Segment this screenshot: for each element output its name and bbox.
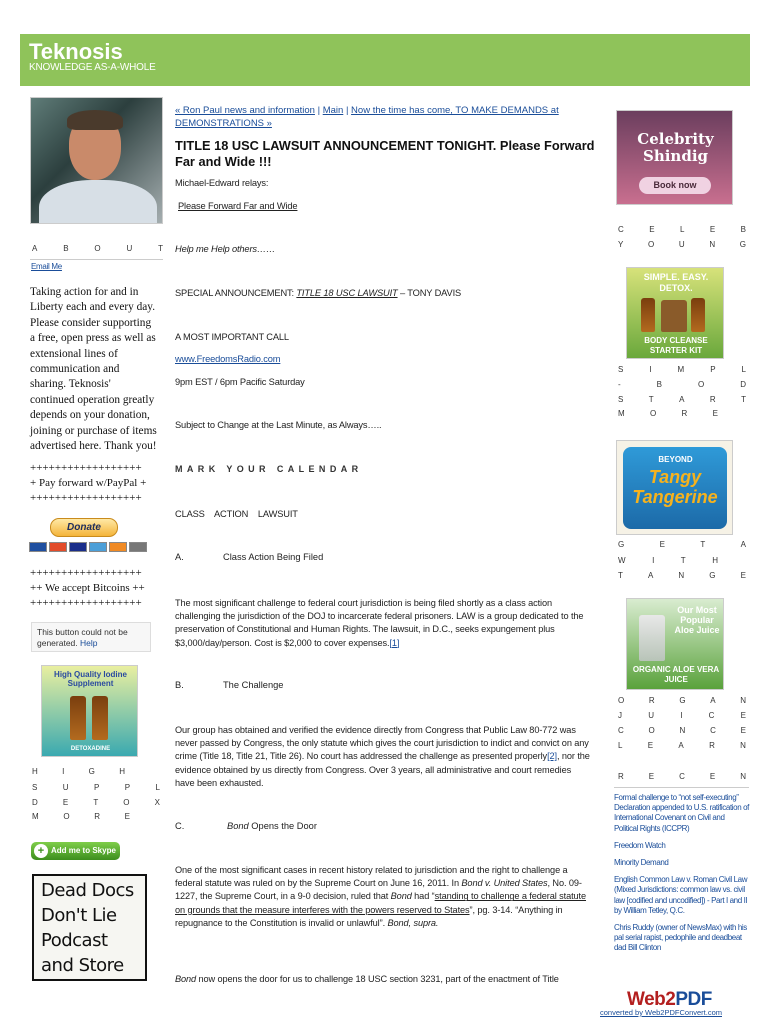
plus-divider: ++++++++++++++++++ xyxy=(30,567,142,579)
skype-help-link[interactable]: Help xyxy=(80,638,98,648)
section-title-text: Opens the Door xyxy=(248,821,317,831)
caption-letter: I xyxy=(652,556,655,565)
nav-separator: | xyxy=(345,105,349,116)
iodine-caption-row-1 xyxy=(32,767,125,776)
caption-letter: L xyxy=(679,225,685,234)
section-number: B. xyxy=(175,680,184,690)
caption-letter: E xyxy=(649,225,655,234)
iodine-caption-row-4 xyxy=(32,812,130,821)
special-suffix: – TONY DAVIS xyxy=(397,288,462,298)
quoted-holding: standing to challenge a federal statute on grounds that the measure interferes with the powers reserved to States xyxy=(175,891,587,915)
tangy-tangerine-ad[interactable] xyxy=(616,440,733,535)
ad3-caption-row-1 xyxy=(618,540,746,549)
subject-line: Subject to Change at the Last Minute, as Always….. xyxy=(175,420,382,430)
caption-letter: O xyxy=(648,726,655,735)
caption-letter: M xyxy=(618,409,625,418)
ad4-caption-row-4 xyxy=(618,741,746,750)
recent-post-link[interactable]: Formal challenge to “not self-executing” Declaration appended to U.S. ratification of International Covenant on Civil and Political Rights (ICCPR) xyxy=(614,793,749,833)
caption-letter: W xyxy=(618,556,626,565)
caption-letter: E xyxy=(740,726,746,735)
ad-headline: DETOX. xyxy=(659,283,693,293)
caption-letter: - xyxy=(618,380,621,389)
plus-icon: + xyxy=(34,844,48,858)
ad-caption: BODY CLEANSE STARTER KIT xyxy=(644,336,708,355)
caption-letter: E xyxy=(62,798,69,807)
maestro-icon xyxy=(49,542,67,552)
caption-letter: I xyxy=(680,711,683,720)
caption-letter: L xyxy=(741,365,746,374)
recent-posts-heading xyxy=(618,772,746,781)
forward-link[interactable] xyxy=(178,200,297,213)
bottle-icon xyxy=(641,298,655,332)
celebrity-shindig-ad[interactable] xyxy=(616,110,733,205)
caption-letter: L xyxy=(618,741,623,750)
plus-divider: ++++++++++++++++++ xyxy=(30,597,142,609)
ad3-caption-row-3 xyxy=(618,571,746,580)
paragraph-text: One of the most significant cases in recent history related to jurisdiction and the right to challenge a federal statute was ruled on by the Supreme Court on June 16, 2011. In xyxy=(175,865,568,889)
caption-letter: N xyxy=(740,772,746,781)
bottle-icon xyxy=(691,298,705,332)
ad-caption: ORGANIC ALOE VERA JUICE xyxy=(632,665,720,684)
caption-letter: J xyxy=(618,711,622,720)
caption-letter: T xyxy=(93,798,99,807)
caption-letter: H xyxy=(712,556,718,565)
caption-letter: C xyxy=(710,726,716,735)
caption-letter: G xyxy=(679,696,686,705)
caption-letter: C xyxy=(618,726,624,735)
section-title: Class Action Being Filed xyxy=(223,552,324,562)
caption-letter: E xyxy=(709,772,716,781)
paragraph-text: , No. 09-1227, the Supreme Court, in a 9-0 decision, ruled that xyxy=(175,878,582,902)
calendar-heading: MARK YOUR CALENDAR xyxy=(175,464,363,474)
ad-headline: SIMPLE. EASY. xyxy=(643,272,709,282)
ad2-caption-row-3 xyxy=(618,395,746,404)
lawsuit-link[interactable]: TITLE 18 USC LAWSUIT xyxy=(296,288,398,298)
ad-product-name: Tangy Tangerine xyxy=(632,467,718,507)
caption-letter: A xyxy=(32,244,38,253)
section-title xyxy=(227,821,317,831)
caption-letter: B xyxy=(63,244,69,253)
caption-letter: C xyxy=(679,772,685,781)
paragraph-text: had “ xyxy=(411,891,435,902)
section-a-heading xyxy=(175,552,475,566)
section-d-paragraph xyxy=(175,973,593,986)
about-heading xyxy=(32,244,163,253)
caption-letter: E xyxy=(648,772,655,781)
caption-letter: R xyxy=(94,812,100,821)
caption-letter: E xyxy=(647,741,654,750)
caption-letter: O xyxy=(697,380,705,389)
iodine-caption-row-2 xyxy=(32,783,160,792)
caption-letter: R xyxy=(681,409,688,418)
special-announcement xyxy=(175,287,461,300)
recent-post-link[interactable]: English Common Law v. Roman Civil Law (Mixed Jurisdictions: common law vs. civil law [codified and uncodified]) - Part I and II by William Tetley, Q.C. xyxy=(614,875,748,915)
caption-letter: N xyxy=(740,696,746,705)
caption-letter: T xyxy=(700,540,706,549)
help-line: Help me Help others…… xyxy=(175,244,276,254)
case-name: Bond v. United States xyxy=(461,878,548,889)
caption-letter: O xyxy=(94,244,101,253)
class-action-heading: CLASS ACTION LAWSUIT xyxy=(175,509,298,519)
caption-letter: E xyxy=(124,812,130,821)
logo-part: PDF xyxy=(675,989,712,1010)
ad1-caption-row-2 xyxy=(618,240,746,249)
recent-post-link[interactable]: Minority Demand xyxy=(614,858,669,868)
caption-letter: U xyxy=(62,783,69,792)
caption-letter: O xyxy=(648,240,655,249)
caption-letter: H xyxy=(32,767,38,776)
logo-part: Web2 xyxy=(627,989,676,1010)
post-title: TITLE 18 USC LAWSUIT ANNOUNCEMENT TONIGHT. Please Forward Far and Wide !!! xyxy=(175,138,595,169)
bottle-icon xyxy=(92,696,108,740)
caption-letter: N xyxy=(678,571,685,580)
caption-letter: T xyxy=(680,556,686,565)
caption-letter: X xyxy=(154,798,160,807)
caption-letter: O xyxy=(649,409,657,418)
caption-letter: P xyxy=(93,783,100,792)
caption-letter: G xyxy=(618,540,625,549)
caption-letter: S xyxy=(618,395,624,404)
mastercard-icon xyxy=(29,542,47,552)
caption-letter: A xyxy=(740,540,746,549)
paypal-donate-button[interactable]: Donate xyxy=(50,518,118,537)
caption-letter: U xyxy=(678,240,685,249)
body-cleanse-ad[interactable] xyxy=(626,267,724,359)
caption-letter: R xyxy=(648,696,655,705)
caption-letter: T xyxy=(648,395,654,404)
caption-letter: D xyxy=(32,798,38,807)
caption-letter: N xyxy=(679,726,686,735)
paragraph-text: now opens the door for us to challenge 18 USC section 3231, part of the enactment of Title xyxy=(196,974,559,984)
caption-letter: R xyxy=(709,395,716,404)
ad4-caption-row-3 xyxy=(618,726,746,735)
author-photo xyxy=(30,97,163,224)
caption-letter: S xyxy=(618,365,624,374)
case-name: Bond xyxy=(390,891,412,902)
time-line: 9pm EST / 6pm Pacific Saturday xyxy=(175,377,305,387)
caption-letter: M xyxy=(677,365,685,374)
caption-letter: T xyxy=(618,571,623,580)
caption-letter: I xyxy=(62,767,65,776)
add-to-skype-button[interactable] xyxy=(31,842,120,860)
caption-letter: E xyxy=(740,711,746,720)
ad4-caption-row-2 xyxy=(618,711,746,720)
next-post-link[interactable]: Now the time has come, TO MAKE DEMANDS at DEMONSTRATIONS » xyxy=(175,105,559,129)
plus-divider: ++++++++++++++++++ xyxy=(30,462,142,474)
recent-post-link[interactable]: Freedom Watch xyxy=(614,840,666,850)
bank-icon xyxy=(129,542,147,552)
bottle-icon xyxy=(639,615,665,661)
section-c-heading xyxy=(175,821,475,835)
ad2-caption-row-2 xyxy=(618,380,746,389)
pay-forward-label: + Pay forward w/PayPal + xyxy=(30,477,147,489)
iodine-caption-row-3 xyxy=(32,798,160,807)
section-title: The Challenge xyxy=(223,680,284,690)
caption-letter: O xyxy=(123,798,130,807)
caption-letter: S xyxy=(32,783,38,792)
caption-letter: R xyxy=(709,741,715,750)
visa-icon xyxy=(69,542,87,552)
bottle-icon xyxy=(70,696,86,740)
site-header xyxy=(20,34,750,86)
ad2-caption-row-4 xyxy=(618,409,718,418)
freedoms-radio-link[interactable]: www.FreedomsRadio.com xyxy=(175,354,281,364)
caption-letter: A xyxy=(679,395,685,404)
iodine-supplement-ad[interactable] xyxy=(41,665,138,757)
caption-letter: E xyxy=(740,571,746,580)
relays-line: Michael-Edward relays: xyxy=(175,178,269,188)
ad-headline: Our Most Popular Aloe Juice xyxy=(674,605,720,635)
caption-letter: Y xyxy=(618,240,624,249)
recent-post-link[interactable]: Chris Ruddy (owner of NewsMax) with his pal serial rapist, pedophile and deadbeat dad Bill Clinton xyxy=(614,923,747,953)
section-b-paragraph xyxy=(175,724,593,790)
post-navigation xyxy=(175,104,575,130)
main-link[interactable]: Main xyxy=(322,105,344,116)
section-c-paragraph xyxy=(175,864,593,930)
dead-docs-podcast-ad[interactable] xyxy=(32,874,147,981)
deaddocs-line: Dead Docs xyxy=(41,880,134,901)
recent-divider xyxy=(614,787,749,788)
caption-letter: N xyxy=(740,741,746,750)
caption-letter: L xyxy=(155,783,160,792)
ad2-caption-row-1 xyxy=(618,365,746,374)
iodine-ad-brand: DETOXADINE xyxy=(70,746,111,752)
caption-letter: D xyxy=(740,380,746,389)
section-title-italic: Bond xyxy=(227,821,249,831)
about-text: Taking action for and in Liberty each and every day. Please consider supporting a free, open press as well as extensional lines of communication and sharing. Teknosis' continued operation greatly depends on your donation, joining or purchase of items advertised here. Thank you! xyxy=(30,286,157,453)
box-icon xyxy=(661,300,687,332)
ad3-caption-row-2 xyxy=(618,556,718,565)
ad1-caption-row-1 xyxy=(618,225,746,234)
footnote-link[interactable]: [2] xyxy=(547,751,557,762)
section-a-paragraph xyxy=(175,597,593,650)
caption-letter: G xyxy=(739,240,746,249)
caption-letter: A xyxy=(710,696,716,705)
payment-card-icons xyxy=(29,542,147,552)
caption-letter: T xyxy=(158,244,163,253)
caption-letter: H xyxy=(119,767,125,776)
case-citation: Bond, supra. xyxy=(387,917,439,928)
email-me-link[interactable]: Email Me xyxy=(31,262,62,271)
caption-letter: E xyxy=(659,540,665,549)
paragraph-text: Our group has obtained and verified the evidence directly from Congress that Public Law 80-772 was never passed by Congress, the only statute which gives the court jurisdiction to indict and convict on any crime (Title 18, Title 21, Title 26). No court has addressed the challenge as presented properly xyxy=(175,725,589,762)
caption-letter: P xyxy=(124,783,131,792)
caption-letter: P xyxy=(710,365,716,374)
caption-letter: N xyxy=(709,240,716,249)
caption-letter: U xyxy=(126,244,133,253)
caption-letter: C xyxy=(708,711,715,720)
skype-button-label: Add me to Skype xyxy=(51,846,116,855)
case-name: Bond xyxy=(175,974,197,984)
site-tagline: KNOWLEDGE AS-A-WHOLE xyxy=(29,62,156,73)
special-prefix: SPECIAL ANNOUNCEMENT: xyxy=(175,288,297,298)
caption-letter: E xyxy=(712,409,718,418)
paragraph-text: ”, pg. 3-14. “Anything in repugnance to the Constitution is invalid or unlawful”. xyxy=(175,904,563,928)
section-number: A. xyxy=(175,552,184,562)
caption-letter: C xyxy=(618,225,624,234)
ad-headline: Celebrity Shindig xyxy=(637,130,714,165)
caption-letter: A xyxy=(678,741,684,750)
deaddocs-line: Podcast xyxy=(41,930,108,951)
forward-link-text[interactable]: Please Forward Far and Wide xyxy=(178,201,298,211)
converted-by-link[interactable]: converted by Web2PDFConvert.com xyxy=(600,1008,722,1017)
paragraph-text: The most significant challenge to federal court jurisdiction is being filed shortly as a class action challenging the jurisdiction of the DOJ to incarcerate federal prisoners. LAW is a group dedicated to the preservation of Constitutional and Human Rights. The lawsuit, in D.C., seeks expungement plus $3,000/day/person. Cost is $2,000 to cover expenses. xyxy=(175,598,584,648)
paragraph-text: , nor the evidence obtained by us directly from Congress. Over 3 years, all administrative and court remedies have been exhausted. xyxy=(175,751,590,788)
caption-letter: U xyxy=(648,711,654,720)
recent-posts-list xyxy=(614,793,749,961)
skype-notice-text: This button could not be generated. xyxy=(37,627,128,648)
caption-letter: G xyxy=(709,571,716,580)
skype-button-notice xyxy=(31,622,151,652)
caption-letter: B xyxy=(740,225,746,234)
bitcoin-label: ++ We accept Bitcoins ++ xyxy=(30,582,145,594)
avatar-shirt xyxy=(39,180,157,224)
avatar-hair xyxy=(67,110,123,130)
caption-letter: T xyxy=(741,395,746,404)
caption-letter: I xyxy=(649,365,652,374)
deaddocs-line: and Store xyxy=(41,955,124,976)
ad-headline: BEYOND xyxy=(658,455,693,464)
about-divider xyxy=(30,259,163,260)
caption-letter: O xyxy=(618,696,625,705)
caption-letter: E xyxy=(709,225,716,234)
caption-letter: M xyxy=(32,812,39,821)
prev-post-link[interactable]: « Ron Paul news and information xyxy=(175,105,315,116)
caption-letter: O xyxy=(63,812,70,821)
discover-icon xyxy=(109,542,127,552)
caption-letter: G xyxy=(88,767,95,776)
book-now-button[interactable]: Book now xyxy=(639,177,711,194)
aloe-vera-juice-ad[interactable] xyxy=(626,598,724,690)
caption-letter: B xyxy=(656,380,662,389)
deaddocs-line: Don't Lie xyxy=(41,905,117,926)
amex-icon xyxy=(89,542,107,552)
plus-divider: ++++++++++++++++++ xyxy=(30,492,142,504)
important-call: A MOST IMPORTANT CALL xyxy=(175,332,289,342)
ad4-caption-row-1 xyxy=(618,696,746,705)
footnote-link[interactable]: [1] xyxy=(389,637,400,648)
iodine-ad-title: High Quality Iodine Supplement xyxy=(54,670,127,688)
site-title[interactable]: Teknosis xyxy=(29,39,123,64)
caption-letter: A xyxy=(647,571,654,580)
section-b-heading xyxy=(175,680,475,694)
nav-separator: | xyxy=(317,105,321,116)
caption-letter: R xyxy=(618,772,624,781)
section-number: C. xyxy=(175,821,185,831)
